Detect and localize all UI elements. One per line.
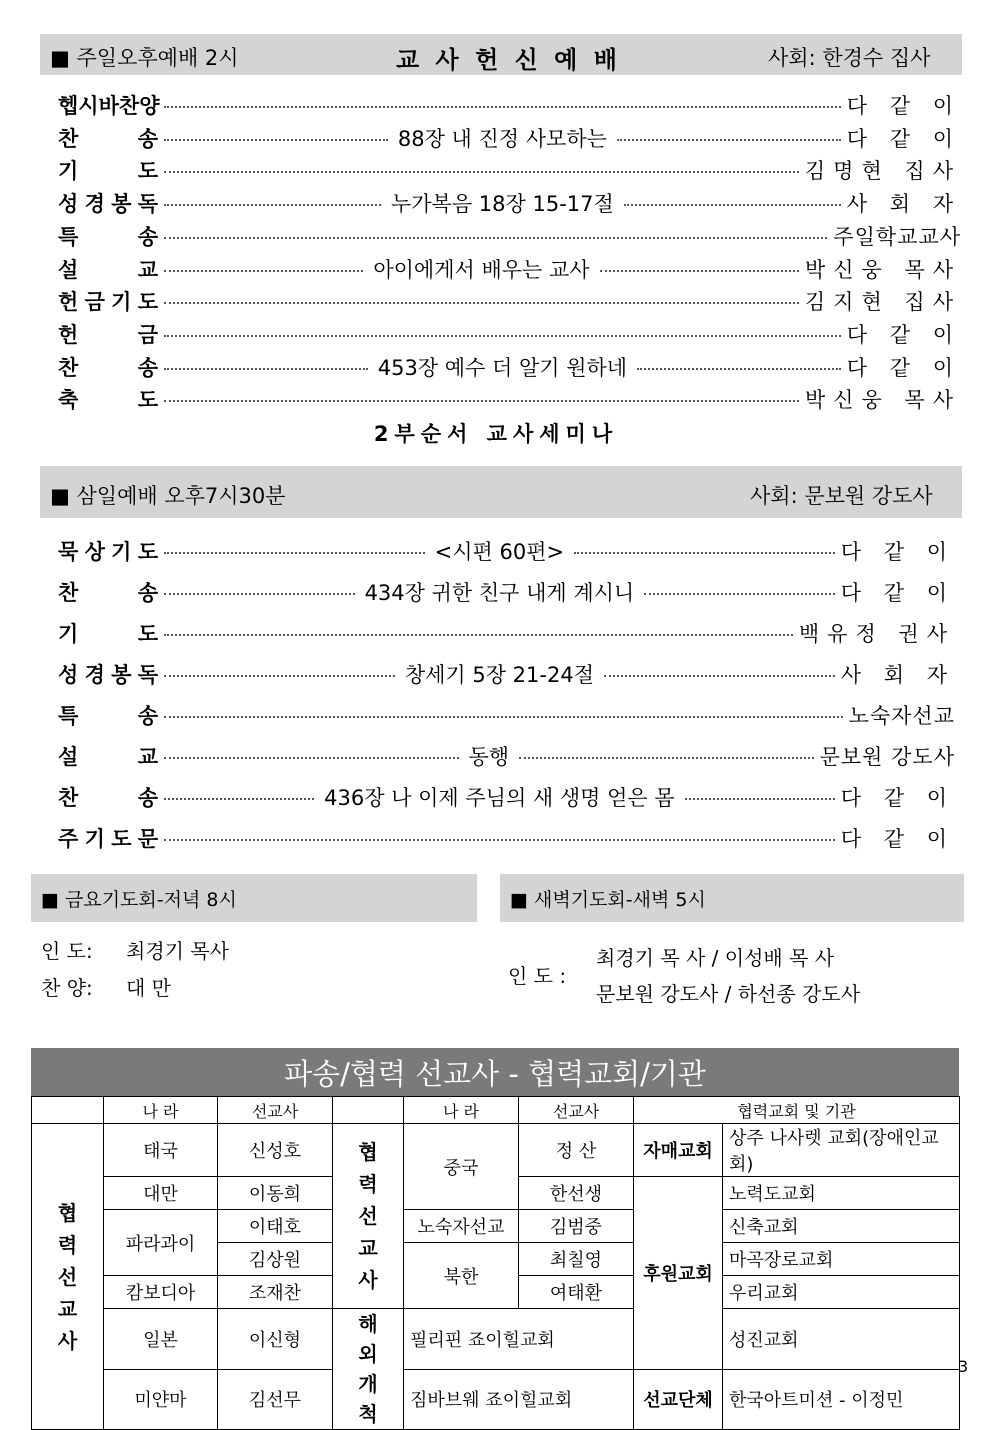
- order-person: 문보원 강도사: [819, 745, 956, 769]
- header-missionary-2: 선교사: [519, 1097, 634, 1124]
- order-person: 주일학교교사: [833, 224, 961, 249]
- missionary: 여태환: [519, 1276, 634, 1309]
- order-person: 다 같 이: [846, 126, 962, 151]
- leader-dots: [574, 552, 835, 554]
- wednesday-header-left: ■ 삼일예배 오후7시30분: [50, 484, 286, 508]
- order-person: 다 같 이: [846, 94, 961, 118]
- leader-dots: [164, 757, 459, 759]
- support-church: 노력도교회: [723, 1177, 960, 1210]
- support-church: 성진교회: [723, 1309, 960, 1370]
- sunday-row: [58, 90, 961, 120]
- header-missionary: 선교사: [218, 1097, 333, 1124]
- leader-dots: [164, 171, 799, 173]
- overseas-label: 해 외 개 척: [333, 1309, 404, 1430]
- order-person: 다 같 이: [840, 827, 955, 851]
- friday-praise-label: 찬 양:: [41, 976, 93, 1000]
- leader-dots: [604, 675, 835, 677]
- order-label: 축 도: [58, 388, 158, 413]
- order-label: 찬 송: [58, 786, 158, 810]
- leader-dots: [164, 270, 363, 272]
- country: 파라과이: [104, 1210, 218, 1276]
- country-china: 중국: [404, 1124, 519, 1210]
- dawn-line2: 문보원 강도사 / 하선종 강도사: [596, 982, 861, 1006]
- order-label: 설 교: [58, 745, 158, 769]
- support-label: 후원교회: [634, 1177, 723, 1370]
- country: 대만: [104, 1177, 218, 1210]
- leader-dots: [164, 552, 425, 554]
- country: 일본: [104, 1309, 218, 1370]
- order-person: 다 같 이: [846, 355, 962, 380]
- support-church: 신축교회: [723, 1210, 960, 1243]
- order-person: 박신웅 목사: [804, 257, 962, 282]
- leader-dots: [164, 368, 368, 370]
- sunday-row: [58, 123, 961, 153]
- order-content: 누가복음 18장 15-17절: [390, 192, 614, 217]
- support-church: 마곡장로교회: [723, 1243, 960, 1276]
- order-content: 453장 예수 더 알기 원하네: [377, 355, 628, 380]
- sunday-row: [58, 155, 961, 185]
- order-person: 노숙자선교: [848, 704, 955, 728]
- group2-label: 협 력 선 교 사: [333, 1124, 404, 1309]
- order-label: 성 경 봉 독: [58, 663, 158, 687]
- sunday-row: [58, 384, 961, 414]
- sunday-row: [58, 221, 961, 251]
- leader-dots: [164, 593, 355, 595]
- missionary: 최칠영: [519, 1243, 634, 1276]
- order-content: <시편 60편>: [434, 540, 565, 564]
- order-content: 아이에게서 배우는 교사: [373, 257, 590, 282]
- order-label: 성 경 봉 독: [58, 192, 158, 217]
- missionary: 김선무: [218, 1369, 333, 1430]
- leader-dots: [164, 798, 314, 800]
- dawn-line1: 최경기 목 사 / 이성배 목 사: [596, 946, 835, 970]
- order-label: 찬 송: [58, 355, 158, 380]
- leader-dots: [164, 716, 843, 718]
- friday-header: ■ 금요기도회-저녁 8시: [41, 888, 237, 911]
- group1-label: 협 력 선 교 사: [32, 1124, 104, 1430]
- wednesday-row: [58, 823, 955, 853]
- sunday-row: [58, 319, 961, 349]
- leader-dots: [164, 237, 827, 239]
- sunday-header-right: 사회: 한경수 집사: [768, 46, 931, 70]
- missionary: 김범중: [519, 1210, 634, 1243]
- order-label: 헌 금: [58, 322, 158, 347]
- order-label: 주 기 도 문: [58, 827, 158, 851]
- sister-label: 자매교회: [634, 1124, 723, 1177]
- sunday-footer: 2부순서 교사세미나: [373, 422, 619, 446]
- org-label: 선교단체: [634, 1369, 723, 1430]
- leader-dots: [164, 335, 841, 337]
- sunday-row: [58, 188, 961, 218]
- missionary: 신성호: [218, 1124, 333, 1177]
- order-label: 기 도: [58, 159, 158, 184]
- header-empty-2: [333, 1097, 404, 1124]
- order-person: 박신웅 목사: [804, 388, 961, 413]
- leader-dots: [624, 204, 841, 206]
- country: 태국: [104, 1124, 218, 1177]
- order-person: 백유정 권사: [798, 622, 955, 646]
- friday-header-bar: [31, 874, 477, 922]
- wednesday-row: [58, 782, 955, 812]
- missionary: 한선생: [519, 1177, 634, 1210]
- order-label: 찬 송: [58, 126, 158, 151]
- friday-leader: 최경기 목사: [126, 939, 229, 963]
- missionary: 이태호: [218, 1210, 333, 1243]
- sunday-row: [58, 286, 961, 316]
- leader-dots: [164, 302, 799, 304]
- header-country: 나 라: [104, 1097, 218, 1124]
- sister-church: 상주 나사렛 교회(장애인교회): [723, 1124, 960, 1177]
- order-label: 특 송: [58, 704, 158, 728]
- order-person: 다 같 이: [840, 786, 955, 810]
- order-person: 사 회 자: [840, 663, 956, 687]
- missions-title: 파송/협력 선교사 - 협력교회/기관: [31, 1048, 959, 1096]
- page-number: 3: [958, 1357, 969, 1376]
- friday-praise: 대 만: [126, 976, 171, 1000]
- country-nk: 북한: [404, 1243, 519, 1309]
- order-person: 다 같 이: [846, 322, 961, 347]
- leader-dots: [685, 798, 835, 800]
- wednesday-row: [58, 618, 955, 648]
- missionary: 김상원: [218, 1243, 333, 1276]
- leader-dots: [164, 634, 793, 636]
- sunday-header-left: ■ 주일오후예배 2시: [50, 46, 239, 70]
- order-person: 김지현 집사: [804, 290, 961, 315]
- leader-dots: [600, 270, 799, 272]
- sunday-header-center: 교 사 헌 신 예 배: [396, 46, 621, 74]
- header-country-2: 나 라: [404, 1097, 519, 1124]
- sunday-row: [58, 352, 961, 382]
- order-label: 특 송: [58, 224, 158, 249]
- leader-dots: [164, 204, 381, 206]
- header-church: 협력교회 및 기관: [634, 1097, 960, 1124]
- order-content: 434장 귀한 친구 내게 계시니: [364, 581, 635, 605]
- missionary: 이동희: [218, 1177, 333, 1210]
- country: 캄보디아: [104, 1276, 218, 1309]
- leader-dots: [519, 757, 814, 759]
- wednesday-row: [58, 659, 955, 689]
- order-label: 묵 상 기 도: [58, 540, 158, 564]
- leader-dots: [617, 139, 841, 141]
- order-person: 다 같 이: [840, 581, 955, 605]
- order-label: 헌 금 기 도: [58, 290, 158, 315]
- overseas-item: 필리핀 죠이힐교회: [404, 1309, 634, 1370]
- leader-dots: [164, 400, 799, 402]
- overseas-item: 짐바브웨 죠이힐교회: [404, 1369, 634, 1430]
- leader-dots: [644, 593, 835, 595]
- wednesday-row: [58, 536, 955, 566]
- order-content: 동행: [468, 745, 510, 769]
- order-person: 다 같 이: [840, 540, 956, 564]
- wednesday-header-right: 사회: 문보원 강도사: [750, 484, 933, 508]
- header-empty: [32, 1097, 104, 1124]
- support-church: 우리교회: [723, 1276, 960, 1309]
- wednesday-row: [58, 700, 955, 730]
- order-label: 기 도: [58, 622, 158, 646]
- missionary: 조재찬: [218, 1276, 333, 1309]
- dawn-leader-label: 인 도 :: [508, 964, 567, 988]
- leader-dots: [164, 675, 395, 677]
- missions-table: [31, 1096, 960, 1430]
- wednesday-row: [58, 741, 955, 771]
- country-homeless: 노숙자선교: [404, 1210, 519, 1243]
- leader-dots: [164, 106, 841, 108]
- friday-leader-label: 인 도:: [41, 939, 93, 963]
- order-label: 헵 시 바 찬 양: [58, 94, 160, 118]
- order-label: 설 교: [58, 257, 158, 282]
- order-person: 사 회 자: [846, 192, 961, 217]
- leader-dots: [164, 139, 388, 141]
- missionary: 이신형: [218, 1309, 333, 1370]
- dawn-header: ■ 새벽기도회-새벽 5시: [510, 888, 706, 911]
- leader-dots: [164, 839, 835, 841]
- order-content: 436장 나 이제 주님의 새 생명 얻은 몸: [324, 786, 675, 810]
- order-content: 창세기 5장 21-24절: [404, 663, 594, 687]
- dawn-header-bar: [500, 874, 964, 922]
- mission-org: 한국아트미션 - 이정민: [723, 1369, 960, 1430]
- wednesday-row: [58, 577, 955, 607]
- sunday-row: [58, 254, 961, 284]
- country: 미얀마: [104, 1369, 218, 1430]
- missionary: 정 산: [519, 1124, 634, 1177]
- order-content: 88장 내 진정 사모하는: [397, 126, 607, 151]
- order-label: 찬 송: [58, 581, 158, 605]
- leader-dots: [637, 368, 841, 370]
- order-person: 김명현 집사: [804, 159, 961, 184]
